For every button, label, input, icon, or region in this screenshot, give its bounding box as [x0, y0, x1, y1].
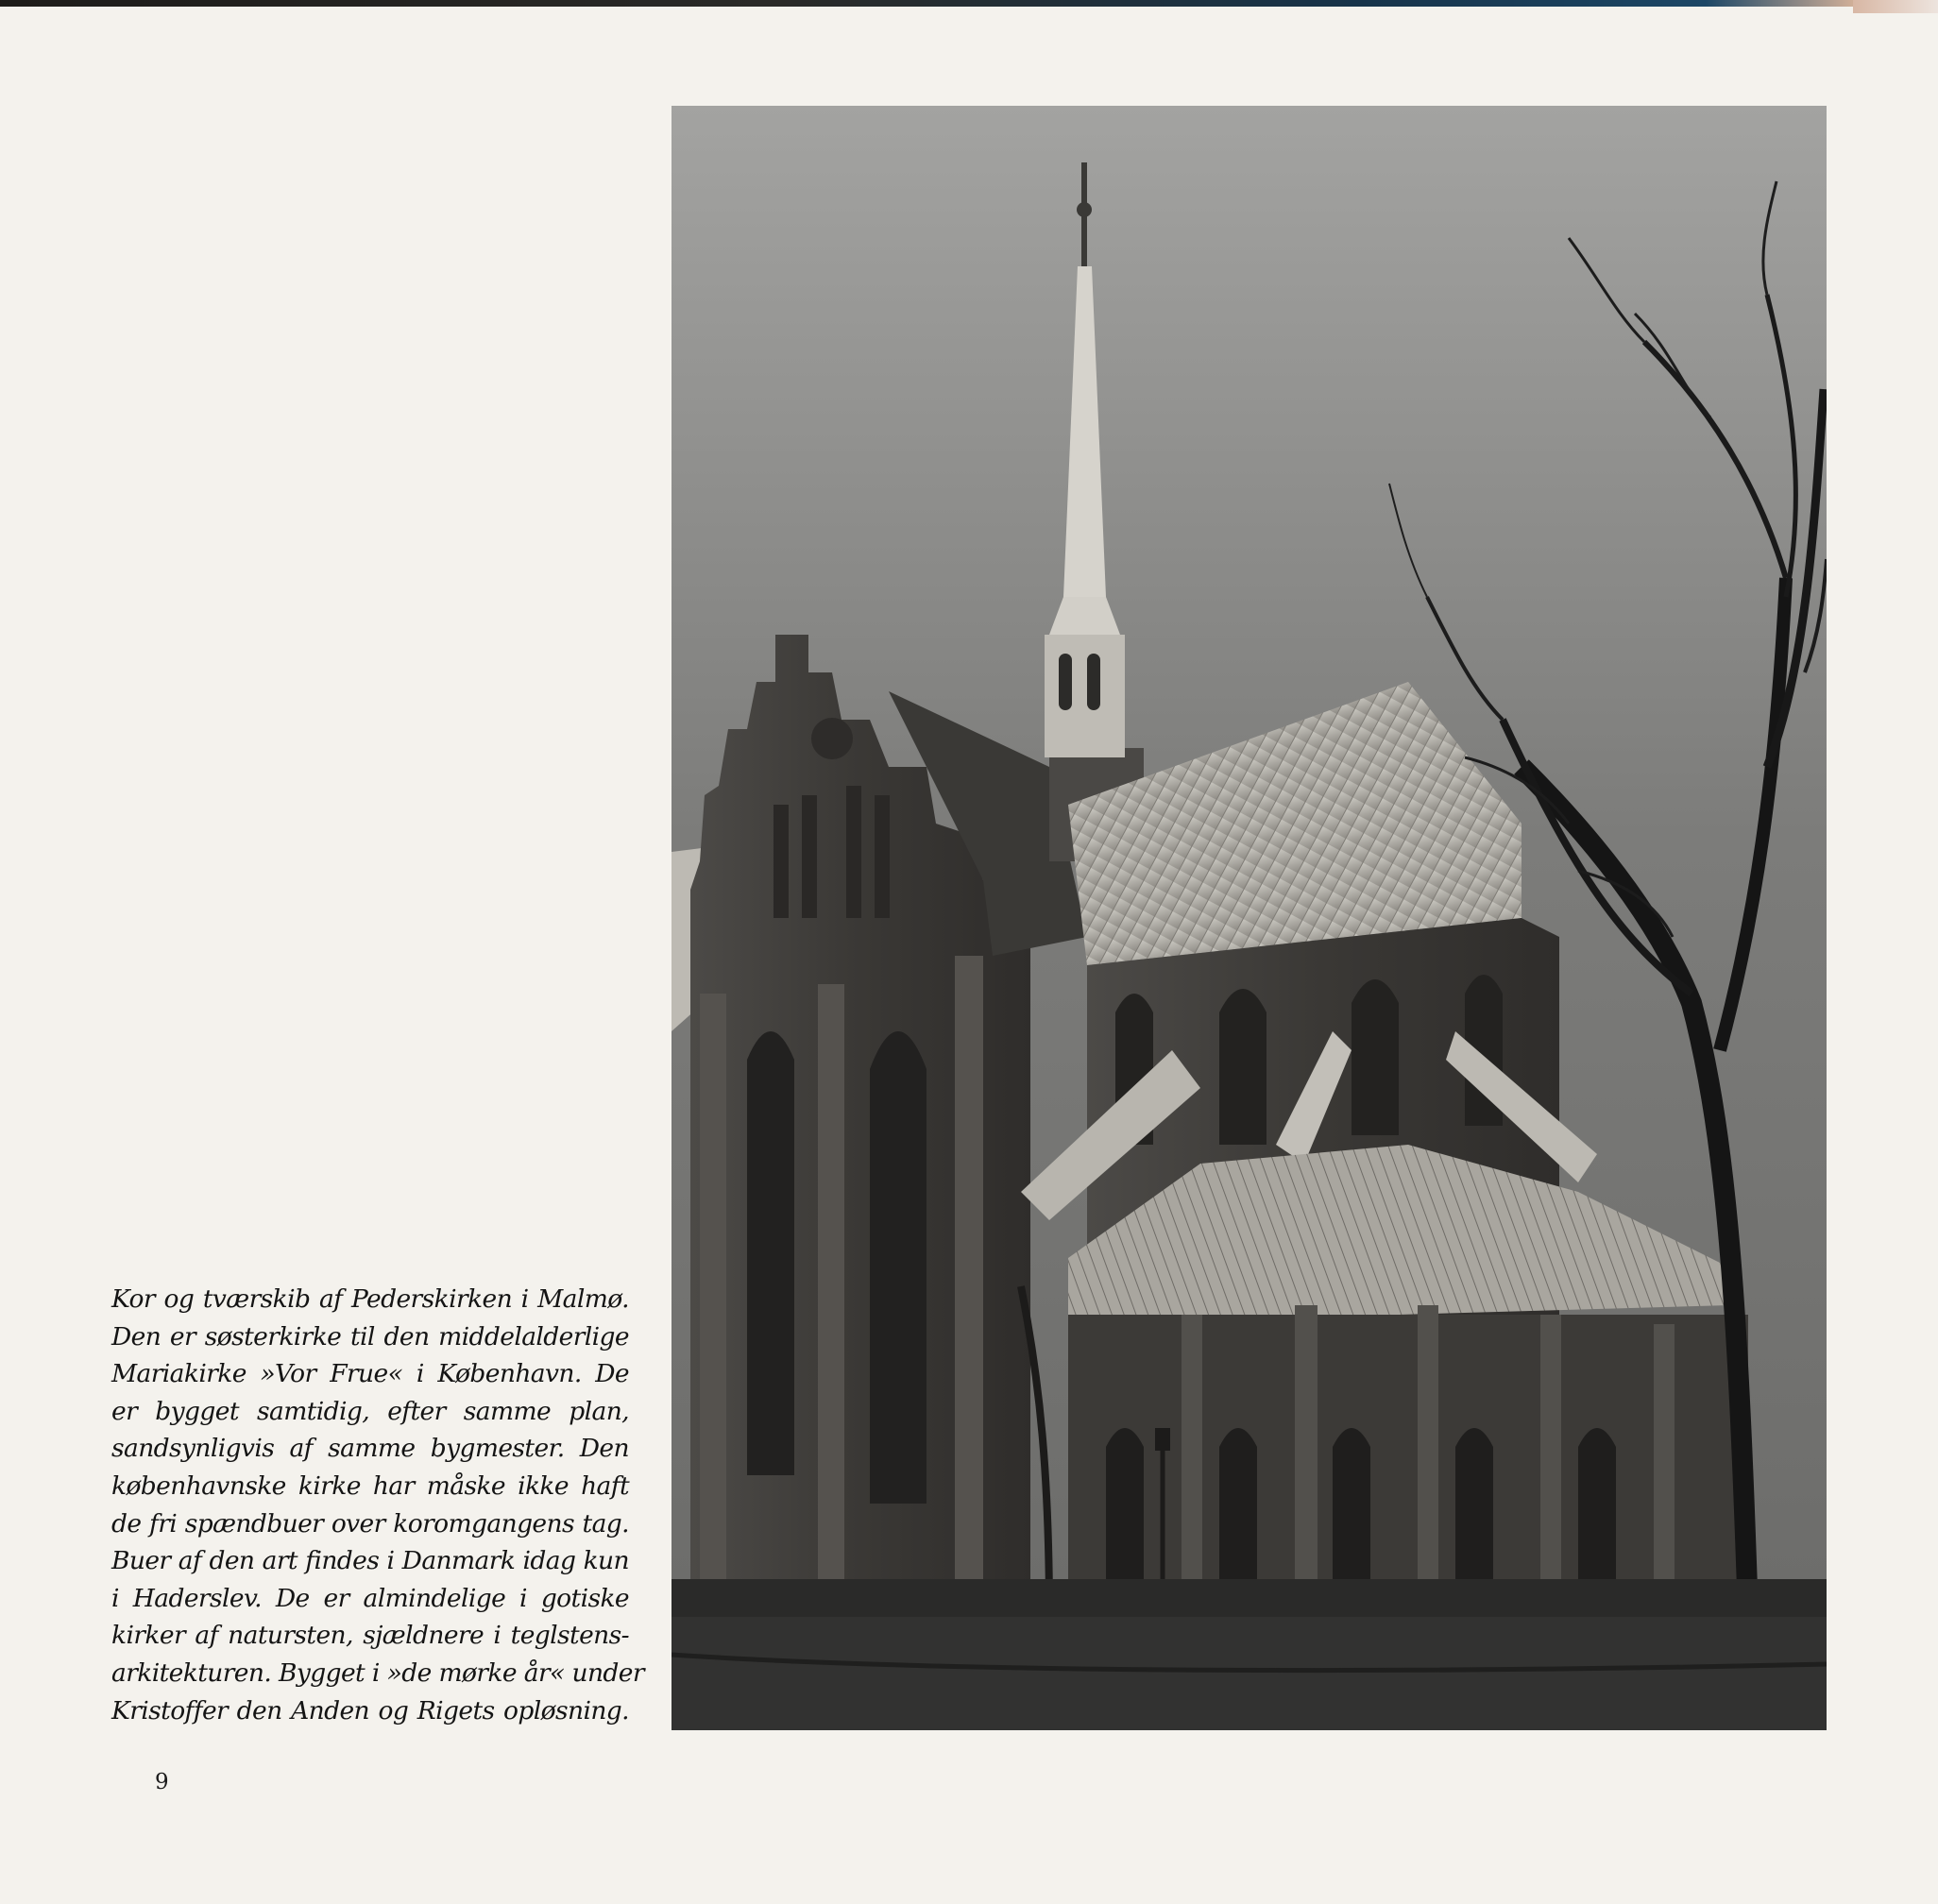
caption-line: arkitekturen. Bygget i »de mørke år« under [111, 1658, 644, 1688]
caption-line: Mariakirke »Vor Frue« i København. De [111, 1359, 629, 1389]
caption-line: de fri spændbuer over koromgangens tag. [111, 1508, 629, 1538]
church-photograph-illustration [672, 106, 1827, 1730]
caption-line: i Haderslev. De er almindelige i gotiske [111, 1583, 629, 1613]
caption-line: er bygget samtidig, efter samme plan, [111, 1396, 629, 1426]
page-number: 9 [155, 1770, 169, 1794]
church-photograph [672, 106, 1827, 1730]
caption-line: Kor og tværskib af Pederskirken i Malmø. [111, 1284, 629, 1314]
caption-line: Kristoffer den Anden og Rigets opløsning. [111, 1695, 629, 1726]
caption-line: kirker af natursten, sjældnere i teglstens- [111, 1621, 629, 1651]
caption-line: sandsynligvis af samme bygmester. Den [111, 1434, 629, 1464]
photo-caption [111, 1281, 644, 1729]
caption-line: Buer af den art findes i Danmark idag kun [111, 1546, 629, 1576]
caption-line: Den er søsterkirke til den middelalderlige [111, 1321, 629, 1352]
adjacent-book-edge-right [1853, 0, 1938, 13]
caption-line: københavnske kirke har måske ikke haft [111, 1470, 629, 1501]
adjacent-book-edge [0, 0, 1938, 7]
